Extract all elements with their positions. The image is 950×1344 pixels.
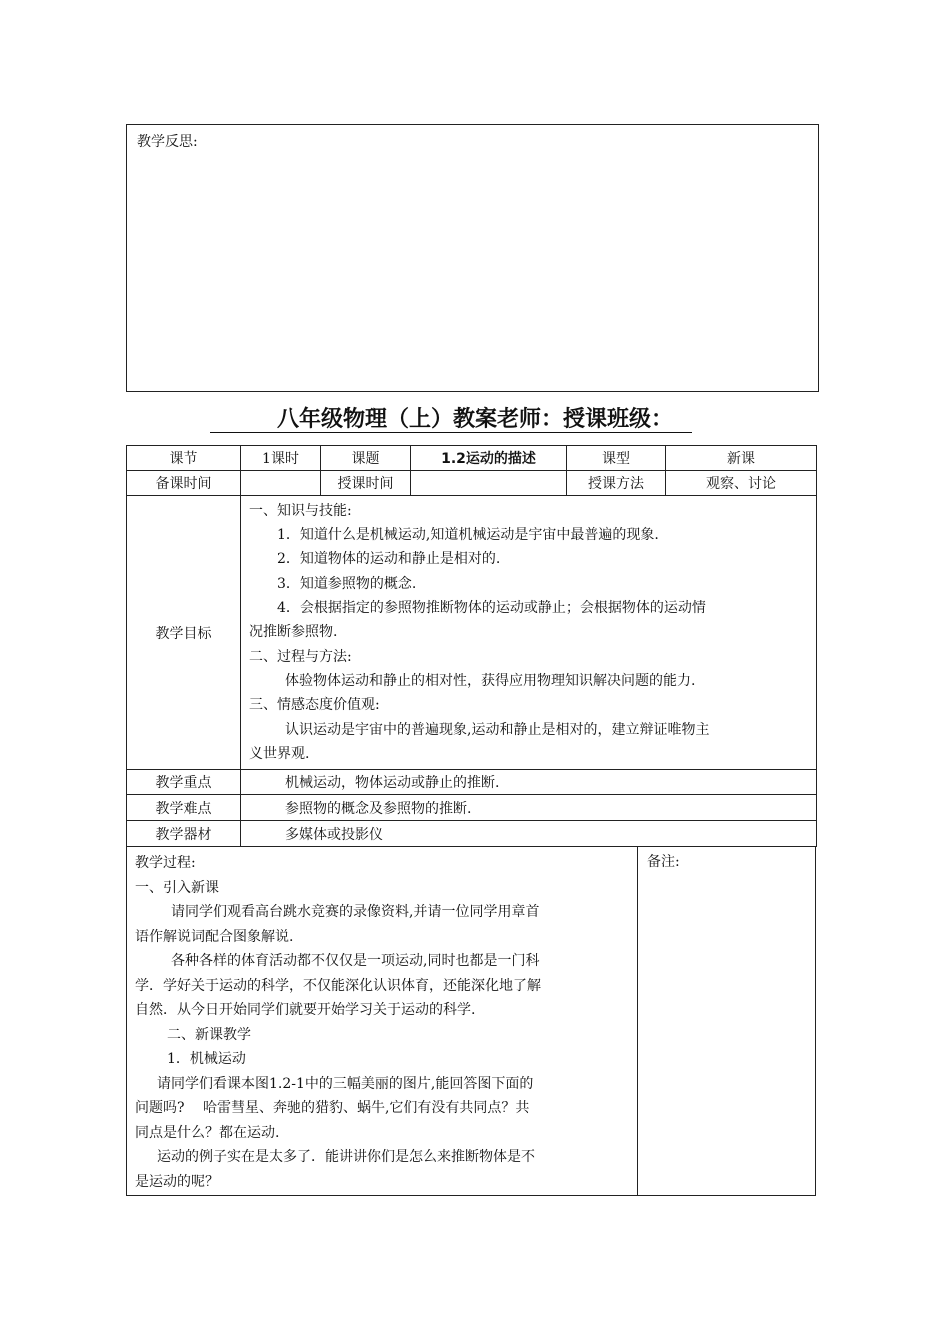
method-label: 授课方法	[567, 471, 666, 496]
goals-line: 4．会根据指定的参照物推断物体的运动或静止；会根据物体的运动情	[277, 600, 706, 617]
goals-line: 二、过程与方法:	[249, 648, 352, 665]
prep-time-value	[241, 471, 321, 496]
lesson-period-label: 课节	[127, 446, 241, 471]
process-line: 学．学好关于运动的科学，不仅能深化认识体育，还能深化地了解	[135, 977, 541, 994]
remarks-label: 备注:	[647, 854, 680, 870]
key-point-label: 教学重点	[127, 770, 241, 795]
teach-time-value	[411, 471, 567, 496]
process-line: 请同学们观看高台跳水竞赛的录像资料,并请一位同学用章首	[171, 904, 540, 920]
goals-label: 教学目标	[127, 496, 241, 770]
process-line: 各种各样的体育活动都不仅仅是一项运动,同时也都是一门科	[171, 953, 540, 969]
lesson-type-label: 课型	[567, 446, 666, 471]
teach-time-label: 授课时间	[321, 471, 411, 496]
goals-content	[241, 496, 817, 770]
lesson-period-value: 1课时	[241, 446, 321, 471]
prep-time-label: 备课时间	[127, 471, 241, 496]
goals-line: 2．知道物体的运动和静止是相对的.	[277, 551, 501, 568]
equipment-value: 多媒体或投影仪	[241, 821, 817, 847]
topic-label: 课题	[321, 446, 411, 471]
goals-line: 体验物体运动和静止的相对性，获得应用物理知识解决问题的能力.	[285, 672, 696, 689]
process-line: 是运动的呢？	[135, 1173, 219, 1190]
process-line: 自然．从今日开始同学们就要开始学习关于运动的科学.	[135, 1002, 476, 1018]
difficulty-value: 参照物的概念及参照物的推断.	[241, 795, 817, 821]
title-underline	[210, 432, 692, 433]
key-point-value: 机械运动，物体运动或静止的推断.	[241, 770, 817, 795]
equipment-label: 教学器材	[127, 821, 241, 847]
difficulty-label: 教学难点	[127, 795, 241, 821]
process-line: 同点是什么？都在运动.	[135, 1124, 280, 1141]
process-section	[126, 847, 816, 1196]
process-line: 二、新课教学	[167, 1026, 251, 1043]
lesson-table	[126, 445, 817, 847]
reflection-label: 教学反思:	[137, 134, 198, 150]
lesson-type-value: 新课	[666, 446, 817, 471]
goals-line: 一、知识与技能:	[249, 502, 352, 519]
goals-line: 1．知道什么是机械运动,知道机械运动是宇宙中最普遍的现象.	[277, 527, 659, 544]
method-value: 观察、讨论	[666, 471, 817, 496]
process-line: 语作解说词配合图象解说.	[135, 928, 294, 945]
goals-line: 况推断参照物.	[249, 624, 338, 641]
goals-line: 3．知道参照物的概念.	[277, 575, 417, 592]
page-title: 八年级物理（上）教案老师：授课班级：	[276, 407, 673, 432]
goals-line: 三、情感态度价值观:	[249, 697, 380, 714]
process-line: 请同学们看课本图1.2-1中的三幅美丽的图片,能回答图下面的	[157, 1075, 534, 1092]
process-line: 问题吗? 哈雷彗星、奔驰的猎豹、蜗牛,它们有没有共同点？共	[135, 1100, 530, 1116]
process-label: 教学过程:	[135, 855, 196, 871]
process-line: 1．机械运动	[167, 1051, 246, 1067]
process-content	[127, 847, 638, 1195]
goals-line: 认识运动是宇宙中的普遍现象,运动和静止是相对的，建立辩证唯物主	[285, 721, 710, 738]
goals-line: 义世界观.	[249, 745, 310, 762]
process-line: 一、引入新课	[135, 879, 219, 896]
reflection-box	[126, 124, 819, 392]
topic-value: 1.2运动的描述	[411, 446, 567, 471]
process-line: 运动的例子实在是太多了．能讲讲你们是怎么来推断物体是不	[157, 1149, 535, 1165]
